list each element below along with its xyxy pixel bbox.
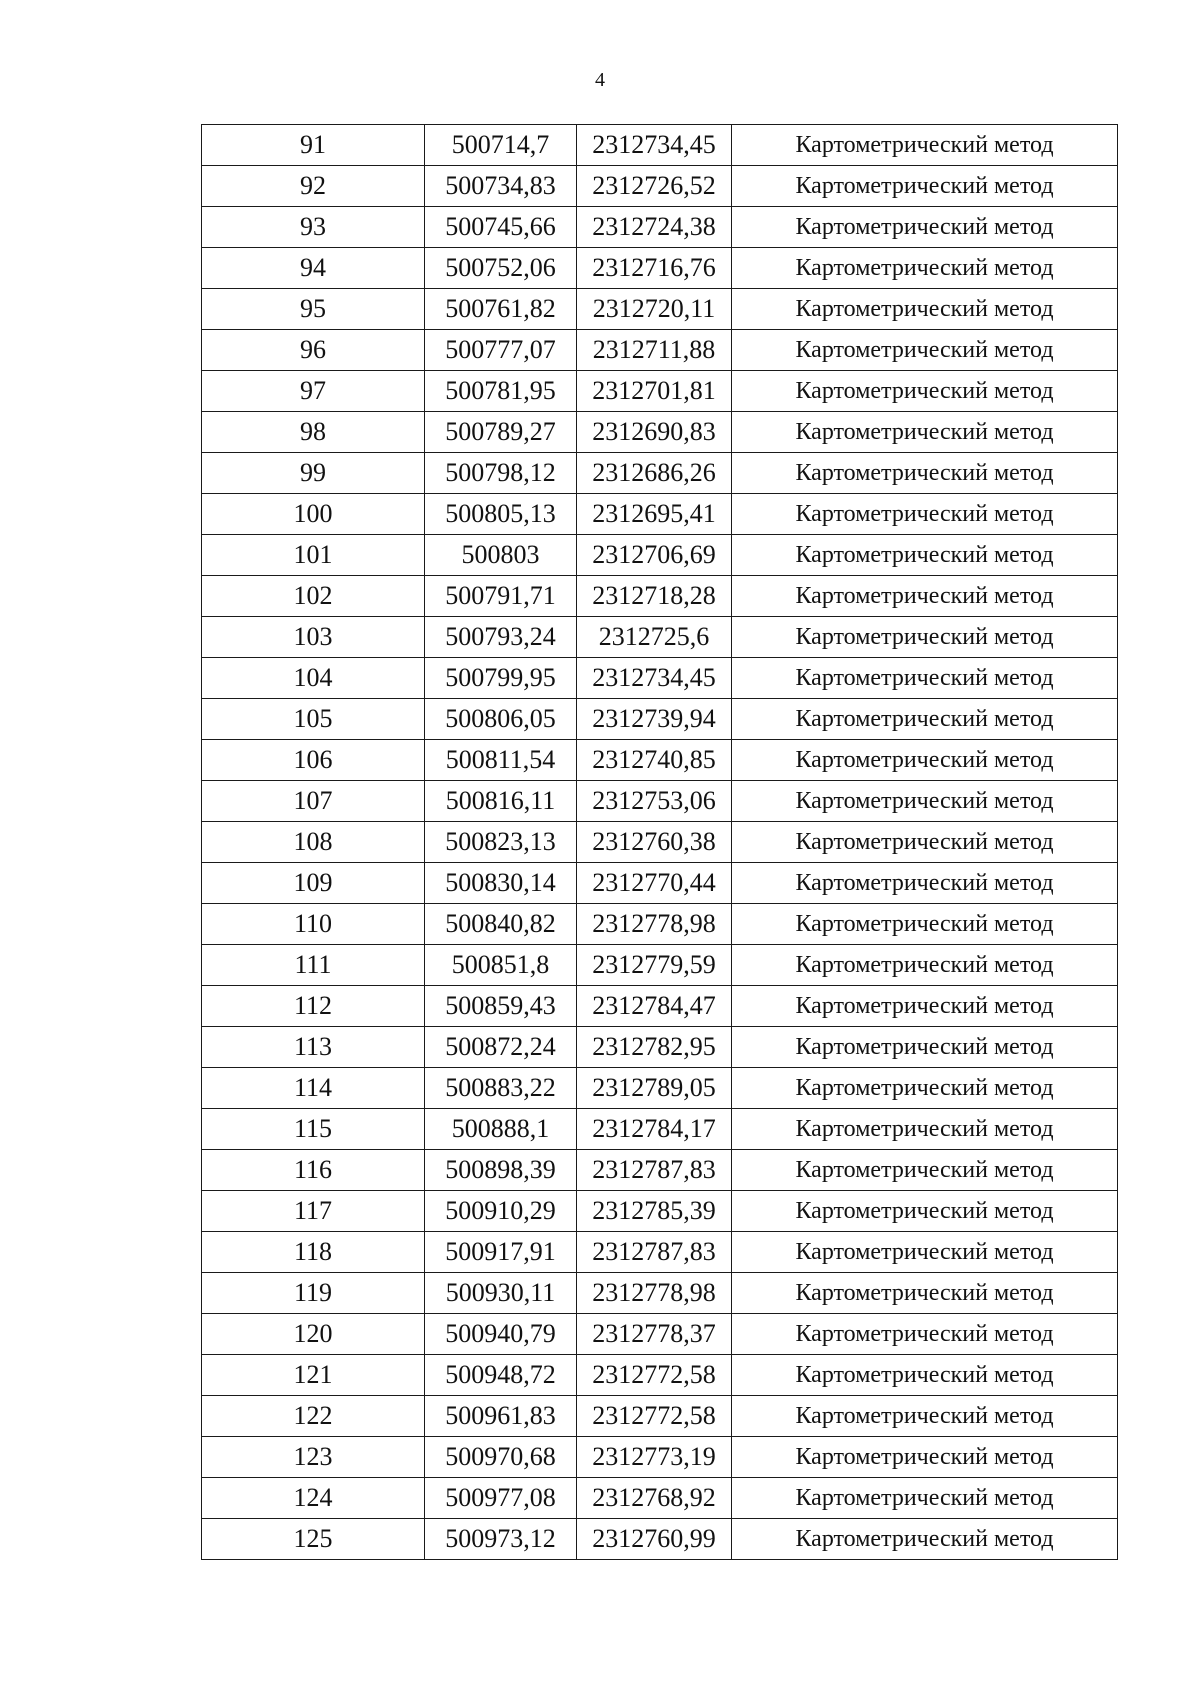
point-number-cell: 109 [202,863,425,904]
table-row [202,289,1118,330]
point-number-cell: 96 [202,330,425,371]
y-coordinate-cell: 2312772,58 [577,1396,732,1437]
point-number-cell: 92 [202,166,425,207]
y-coordinate-cell: 2312695,41 [577,494,732,535]
table-row [202,166,1118,207]
x-coordinate-cell: 500752,06 [425,248,577,289]
table-row [202,576,1118,617]
method-cell: Картометрический метод [732,1478,1118,1519]
x-coordinate-cell: 500777,07 [425,330,577,371]
point-number-cell: 107 [202,781,425,822]
table-row [202,125,1118,166]
method-cell: Картометрический метод [732,166,1118,207]
x-coordinate-cell: 500898,39 [425,1150,577,1191]
method-cell: Картометрический метод [732,576,1118,617]
point-number-cell: 99 [202,453,425,494]
x-coordinate-cell: 500977,08 [425,1478,577,1519]
point-number-cell: 110 [202,904,425,945]
table-row [202,453,1118,494]
table-row [202,1068,1118,1109]
table-row [202,1150,1118,1191]
table-row [202,904,1118,945]
method-cell: Картометрический метод [732,494,1118,535]
table-row [202,945,1118,986]
x-coordinate-cell: 500948,72 [425,1355,577,1396]
table-row [202,1109,1118,1150]
table-row [202,1232,1118,1273]
point-number-cell: 103 [202,617,425,658]
x-coordinate-cell: 500840,82 [425,904,577,945]
table-row [202,535,1118,576]
point-number-cell: 104 [202,658,425,699]
method-cell: Картометрический метод [732,1150,1118,1191]
point-number-cell: 105 [202,699,425,740]
point-number-cell: 101 [202,535,425,576]
y-coordinate-cell: 2312784,47 [577,986,732,1027]
x-coordinate-cell: 500799,95 [425,658,577,699]
point-number-cell: 123 [202,1437,425,1478]
table-row [202,1355,1118,1396]
x-coordinate-cell: 500791,71 [425,576,577,617]
y-coordinate-cell: 2312718,28 [577,576,732,617]
method-cell: Картометрический метод [732,822,1118,863]
point-number-cell: 106 [202,740,425,781]
y-coordinate-cell: 2312782,95 [577,1027,732,1068]
x-coordinate-cell: 500805,13 [425,494,577,535]
x-coordinate-cell: 500798,12 [425,453,577,494]
x-coordinate-cell: 500806,05 [425,699,577,740]
y-coordinate-cell: 2312690,83 [577,412,732,453]
method-cell: Картометрический метод [732,1396,1118,1437]
point-number-cell: 124 [202,1478,425,1519]
y-coordinate-cell: 2312787,83 [577,1232,732,1273]
point-number-cell: 98 [202,412,425,453]
point-number-cell: 102 [202,576,425,617]
method-cell: Картометрический метод [732,1273,1118,1314]
point-number-cell: 117 [202,1191,425,1232]
x-coordinate-cell: 500883,22 [425,1068,577,1109]
y-coordinate-cell: 2312772,58 [577,1355,732,1396]
table-row [202,494,1118,535]
point-number-cell: 118 [202,1232,425,1273]
method-cell: Картометрический метод [732,330,1118,371]
table-row [202,1396,1118,1437]
y-coordinate-cell: 2312784,17 [577,1109,732,1150]
method-cell: Картометрический метод [732,412,1118,453]
y-coordinate-cell: 2312726,52 [577,166,732,207]
y-coordinate-cell: 2312778,98 [577,904,732,945]
x-coordinate-cell: 500917,91 [425,1232,577,1273]
table-row [202,1519,1118,1560]
x-coordinate-cell: 500973,12 [425,1519,577,1560]
coordinates-table [201,124,1118,1560]
point-number-cell: 91 [202,125,425,166]
y-coordinate-cell: 2312711,88 [577,330,732,371]
point-number-cell: 111 [202,945,425,986]
x-coordinate-cell: 500872,24 [425,1027,577,1068]
x-coordinate-cell: 500803 [425,535,577,576]
method-cell: Картометрический метод [732,986,1118,1027]
table-row [202,822,1118,863]
point-number-cell: 119 [202,1273,425,1314]
y-coordinate-cell: 2312706,69 [577,535,732,576]
y-coordinate-cell: 2312785,39 [577,1191,732,1232]
method-cell: Картометрический метод [732,781,1118,822]
method-cell: Картометрический метод [732,1068,1118,1109]
method-cell: Картометрический метод [732,1109,1118,1150]
table-row [202,658,1118,699]
method-cell: Картометрический метод [732,1027,1118,1068]
point-number-cell: 95 [202,289,425,330]
point-number-cell: 121 [202,1355,425,1396]
y-coordinate-cell: 2312724,38 [577,207,732,248]
y-coordinate-cell: 2312773,19 [577,1437,732,1478]
y-coordinate-cell: 2312787,83 [577,1150,732,1191]
table-row [202,699,1118,740]
method-cell: Картометрический метод [732,1437,1118,1478]
coordinates-table-body [202,125,1118,1560]
method-cell: Картометрический метод [732,945,1118,986]
y-coordinate-cell: 2312753,06 [577,781,732,822]
x-coordinate-cell: 500930,11 [425,1273,577,1314]
y-coordinate-cell: 2312760,38 [577,822,732,863]
point-number-cell: 120 [202,1314,425,1355]
x-coordinate-cell: 500816,11 [425,781,577,822]
point-number-cell: 116 [202,1150,425,1191]
point-number-cell: 122 [202,1396,425,1437]
table-row [202,1314,1118,1355]
x-coordinate-cell: 500823,13 [425,822,577,863]
table-row [202,1437,1118,1478]
x-coordinate-cell: 500851,8 [425,945,577,986]
point-number-cell: 94 [202,248,425,289]
table-row [202,781,1118,822]
table-row [202,330,1118,371]
x-coordinate-cell: 500940,79 [425,1314,577,1355]
y-coordinate-cell: 2312725,6 [577,617,732,658]
table-row [202,248,1118,289]
method-cell: Картометрический метод [732,1355,1118,1396]
x-coordinate-cell: 500734,83 [425,166,577,207]
method-cell: Картометрический метод [732,453,1118,494]
y-coordinate-cell: 2312739,94 [577,699,732,740]
x-coordinate-cell: 500811,54 [425,740,577,781]
point-number-cell: 125 [202,1519,425,1560]
table-row [202,617,1118,658]
method-cell: Картометрический метод [732,1314,1118,1355]
table-row [202,863,1118,904]
method-cell: Картометрический метод [732,207,1118,248]
y-coordinate-cell: 2312740,85 [577,740,732,781]
y-coordinate-cell: 2312789,05 [577,1068,732,1109]
method-cell: Картометрический метод [732,535,1118,576]
x-coordinate-cell: 500781,95 [425,371,577,412]
x-coordinate-cell: 500761,82 [425,289,577,330]
method-cell: Картометрический метод [732,617,1118,658]
table-row [202,1478,1118,1519]
method-cell: Картометрический метод [732,863,1118,904]
table-row [202,412,1118,453]
table-row [202,1191,1118,1232]
x-coordinate-cell: 500793,24 [425,617,577,658]
x-coordinate-cell: 500745,66 [425,207,577,248]
method-cell: Картометрический метод [732,125,1118,166]
y-coordinate-cell: 2312720,11 [577,289,732,330]
page-number: 4 [595,69,605,91]
x-coordinate-cell: 500830,14 [425,863,577,904]
point-number-cell: 93 [202,207,425,248]
table-row [202,371,1118,412]
x-coordinate-cell: 500970,68 [425,1437,577,1478]
x-coordinate-cell: 500888,1 [425,1109,577,1150]
x-coordinate-cell: 500910,29 [425,1191,577,1232]
y-coordinate-cell: 2312734,45 [577,658,732,699]
method-cell: Картометрический метод [732,248,1118,289]
point-number-cell: 113 [202,1027,425,1068]
y-coordinate-cell: 2312779,59 [577,945,732,986]
method-cell: Картометрический метод [732,740,1118,781]
method-cell: Картометрический метод [732,658,1118,699]
y-coordinate-cell: 2312768,92 [577,1478,732,1519]
point-number-cell: 112 [202,986,425,1027]
x-coordinate-cell: 500859,43 [425,986,577,1027]
point-number-cell: 114 [202,1068,425,1109]
method-cell: Картометрический метод [732,1232,1118,1273]
method-cell: Картометрический метод [732,371,1118,412]
y-coordinate-cell: 2312701,81 [577,371,732,412]
method-cell: Картометрический метод [732,1519,1118,1560]
table-row [202,207,1118,248]
point-number-cell: 108 [202,822,425,863]
y-coordinate-cell: 2312716,76 [577,248,732,289]
table-row [202,1273,1118,1314]
method-cell: Картометрический метод [732,1191,1118,1232]
y-coordinate-cell: 2312760,99 [577,1519,732,1560]
point-number-cell: 115 [202,1109,425,1150]
x-coordinate-cell: 500789,27 [425,412,577,453]
method-cell: Картометрический метод [732,904,1118,945]
method-cell: Картометрический метод [732,699,1118,740]
point-number-cell: 97 [202,371,425,412]
x-coordinate-cell: 500961,83 [425,1396,577,1437]
table-row [202,1027,1118,1068]
table-row [202,740,1118,781]
y-coordinate-cell: 2312734,45 [577,125,732,166]
y-coordinate-cell: 2312686,26 [577,453,732,494]
table-row [202,986,1118,1027]
y-coordinate-cell: 2312778,98 [577,1273,732,1314]
x-coordinate-cell: 500714,7 [425,125,577,166]
y-coordinate-cell: 2312778,37 [577,1314,732,1355]
y-coordinate-cell: 2312770,44 [577,863,732,904]
point-number-cell: 100 [202,494,425,535]
method-cell: Картометрический метод [732,289,1118,330]
